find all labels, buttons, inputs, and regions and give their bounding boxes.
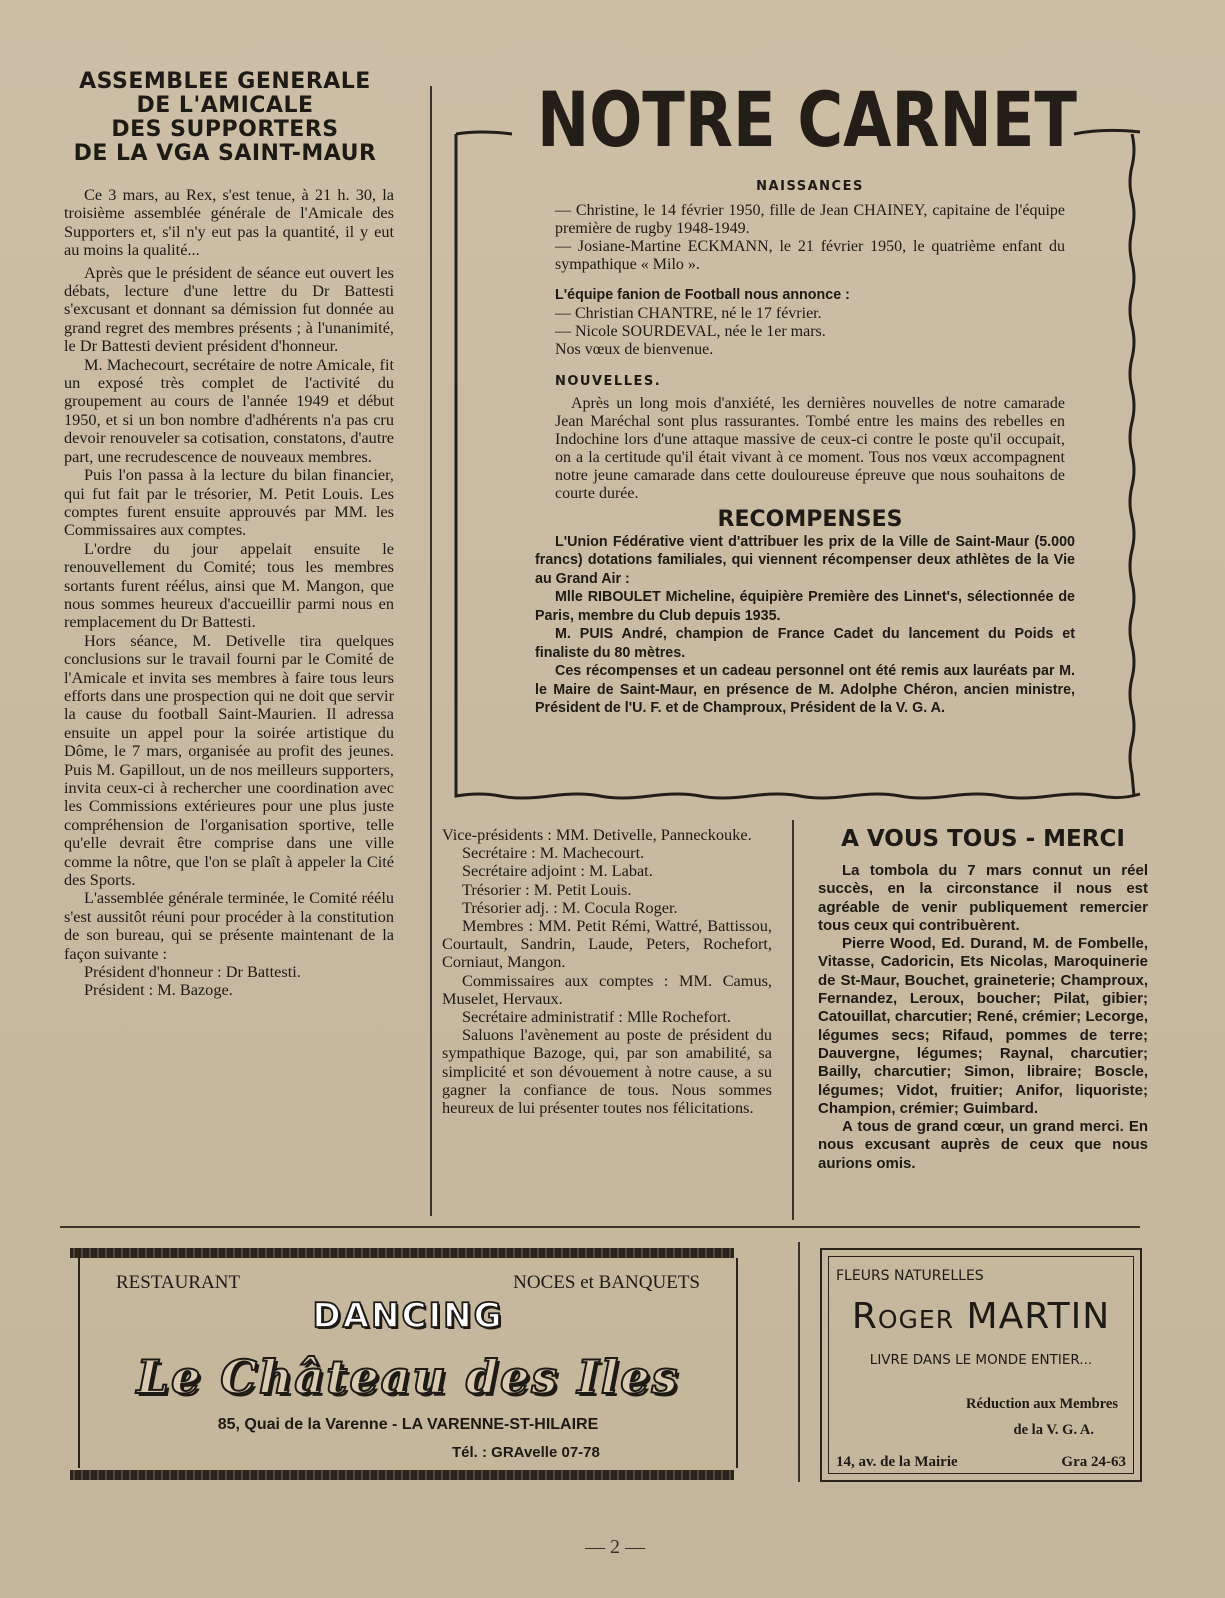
assembly-paragraph: Puis l'on passa à la lecture du bilan financier, qui fut fait par le trésorier, M. Petit Louis. Les comptes furent ensuite approuvés par MM. les Commissaires aux comptes. <box>64 465 394 540</box>
column-divider <box>430 816 432 1216</box>
ad-bottom-band <box>70 1470 734 1480</box>
column-divider <box>430 86 432 816</box>
recompense-paragraph: M. PUIS André, champion de France Cadet du lancement du Poids et finaliste du 80 mètres. <box>535 626 1075 661</box>
carnet-body <box>535 178 1075 718</box>
merci-paragraph: Pierre Wood, Ed. Durand, M. de Fombelle, Vitasse, Cadoricin, Ets Nicolas, Maroquinerie de St-Maur, Bouchet, graineterie; Champroux, Fernandez, Leroux, boucher; Pilat, gibier; Catouillat, charcutier; René, crémier; Lecorge, légumes secs; Rifaud, pommes de terre; Dauvergne, légumes; Raynal, charcutier; Bailly, charcutier; Simon, libraire; Boscle, légumes; Vidot, fruitier; Anifor, liquoriste; Champion, crémier; Guimbard. <box>818 935 1148 1117</box>
bureau-line: Trésorier : M. Petit Louis. <box>462 879 632 899</box>
assembly-article <box>64 186 394 1000</box>
assembly-paragraph: L'assemblée générale terminée, le Comité réélu s'est aussitôt réuni pour procéder à la constitution de son bureau, qui se présente maintenant de la façon suivante : <box>64 888 394 963</box>
assembly-title-line: DES SUPPORTERS <box>111 117 339 142</box>
column-divider <box>798 1242 800 1482</box>
bureau-line: Secrétaire adjoint : M. Labat. <box>462 861 653 881</box>
recompenses-body <box>535 533 1075 718</box>
section-divider <box>60 1226 1140 1228</box>
chateau-name: Le Château des Iles <box>136 1350 680 1404</box>
recompense-paragraph: L'Union Fédérative vient d'attribuer les prix de la Ville de Saint-Maur (5.000 francs) dotations familiales, qui viennent récompenser deux athlètes de la Vie au Grand Air : <box>535 533 1075 587</box>
martin-reduction: de la V. G. A. <box>1013 1422 1094 1438</box>
carnet-title <box>452 72 1162 162</box>
fleurs-label: FLEURS NATURELLES <box>836 1268 984 1284</box>
assembly-paragraph: Ce 3 mars, au Rex, s'est tenue, à 21 h. 30, la troisième assemblée générale de l'Amicale des Supporters et, s'il n'y eut pas la quantité, il y eut au moins la qualité... <box>64 185 394 260</box>
assembly-paragraph: M. Machecourt, secrétaire de notre Amicale, fit un exposé très complet de l'activité du groupement au cours de l'année 1949 et début 1950, et si un bon nombre d'adhérents n'a pas cru devoir renouveler sa cotisation, constatons, d'autre part, une recrudescence de nouveaux membres. <box>64 354 394 466</box>
nouvelles-heading: NOUVELLES. <box>555 373 662 389</box>
dancing-label: DANCING <box>312 1296 504 1336</box>
carnet-title-text: NOTRE CARNET <box>537 75 1078 162</box>
bureau-line: Trésorier adj. : M. Cocula Roger. <box>462 897 678 917</box>
fanion-line: — Christian CHANTRE, né le 17 février. <box>555 304 822 322</box>
assembly-title-line: ASSEMBLEE GENERALE <box>79 69 371 94</box>
merci-body <box>818 862 1148 1173</box>
chateau-ad <box>78 1258 738 1468</box>
martin-ad <box>820 1248 1142 1482</box>
martin-reduction: Réduction aux Membres <box>966 1396 1118 1412</box>
merci-paragraph: A tous de grand cœur, un grand merci. En nous excusant auprès de ceux que nous aurions omis. <box>818 1118 1148 1172</box>
bureau-line: Vice-présidents : MM. Detivelle, Panneckouke. <box>442 825 752 844</box>
noces-label: NOCES et BANQUETS <box>513 1272 700 1293</box>
martin-delivery: LIVRE DANS LE MONDE ENTIER... <box>869 1352 1093 1368</box>
merci-paragraph: La tombola du 7 mars connut un réel succès, en la circonstance il nous est agréable de venir publiquement remercier tous ceux qui contribuèrent. <box>818 862 1148 934</box>
chateau-address: 85, Quai de la Varenne - LA VARENNE-ST-HILAIRE <box>217 1416 599 1433</box>
nouvelles-text: Après un long mois d'anxiété, les dernières nouvelles de notre camarade Jean Maréchal sont plus rassurantes. Tombé entre les mains des rebelles en Indochine lors d'une attaque massive de ceux-ci contre le poste qu'il occupait, on a la certitude qu'il était vivant à ce moment. Tous nos vœux accompagnent notre jeune camarade dans cette douloureuse épreuve que nous souhaitons de courte durée. <box>555 394 1065 502</box>
merci-title: A VOUS TOUS - MERCI <box>841 826 1125 852</box>
assembly-title-line: DE LA VGA SAINT-MAUR <box>73 141 377 166</box>
fanion-line: — Nicole SOURDEVAL, née le 1er mars. <box>555 322 826 340</box>
bureau-line: Commissaires aux comptes : MM. Camus, Muselet, Hervaux. <box>442 970 772 1008</box>
fanion-heading: L'équipe fanion de Football nous annonce : <box>555 287 850 303</box>
column-divider <box>792 820 794 1220</box>
bureau-list <box>442 826 772 1117</box>
page-number: — 2 — <box>585 1536 645 1558</box>
recompense-paragraph: Ces récompenses et un cadeau personnel ont été remis aux lauréats par M. le Maire de Saint-Maur, en présence de M. Adolphe Chéron, ancien ministre, Président de l'U. F. et de Champroux, Président de la V. G. A. <box>535 663 1075 716</box>
assembly-paragraph: Hors séance, M. Detivelle tira quelques conclusions sur le travail fourni par le Comité de l'Amicale et invita ses membres à faire tous leurs efforts dans une prospection qui ne doit que servir la cause du football Saint-Maurien. Il adressa ensuite un appel pour la soirée artistique du Dôme, le 7 mars, organisée au profit des jeunes. Puis M. Gapillout, un de nos meilleurs supporters, invita ceux-ci à rechercher une coordination avec les Commissions extérieures pour une plus juste compréhension de l'organisation sportive, telle qu'elle devrait être comprise dans une ville comme la nôtre, que l'on se plaît à appeler la Cité des Sports. <box>64 630 394 890</box>
chateau-phone: Tél. : GRAvelle 07-78 <box>452 1444 600 1461</box>
martin-phone: Gra 24-63 <box>1061 1454 1126 1470</box>
bureau-line: Saluons l'avènement au poste de président du sympathique Bazoge, qui, par son amabilité, sa simplicité et son dévouement à notre cause, a su gagner la confiance de tous. Nous sommes heureux de lui présenter toutes nos félicitations. <box>442 1025 772 1118</box>
naissances-heading: NAISSANCES <box>756 179 864 194</box>
martin-address: 14, av. de la Mairie <box>836 1454 958 1470</box>
bureau-line: Membres : MM. Petit Rémi, Wattré, Battissou, Courtault, Sandrin, Laude, Peters, Rochefort, Corniaut, Mangon. <box>442 916 772 972</box>
assembly-title-line: DE L'AMICALE <box>136 93 314 118</box>
assembly-paragraph: Après que le président de séance eut ouvert les débats, lecture d'une lettre du Dr Battesti s'excusant et donnant sa démission fut donnée au grand regret des membres présents ; à l'unanimité, le Dr Battesti devient président d'honneur. <box>64 262 394 356</box>
martin-name: Roger MARTIN <box>851 1296 1111 1337</box>
restaurant-label: RESTAURANT <box>116 1272 241 1293</box>
assembly-paragraph: Président : M. Bazoge. <box>84 980 233 1000</box>
bureau-line: Secrétaire : M. Machecourt. <box>462 843 645 863</box>
assembly-paragraph: Président d'honneur : Dr Battesti. <box>84 962 301 982</box>
assembly-title <box>60 70 390 166</box>
bureau-line: Secrétaire administratif : Mlle Rochefort. <box>462 1007 731 1027</box>
assembly-paragraph: L'ordre du jour appelait ensuite le renouvellement du Comité; tous les membres sortants furent réélus, ainsi que M. Mangon, que nous sommes heureux d'accueillir parmi nous en remplacement du Dr Battesti. <box>64 538 394 632</box>
birth-announcement: — Christine, le 14 février 1950, fille de Jean CHAINEY, capitaine de l'équipe première de rugby 1948-1949. <box>555 202 1065 237</box>
fanion-line: Nos vœux de bienvenue. <box>555 340 714 358</box>
ad-top-band <box>70 1248 734 1258</box>
recompenses-heading: RECOMPENSES <box>717 506 903 532</box>
recompense-paragraph: Mlle RIBOULET Micheline, équipière Première des Linnet's, sélectionnée de Paris, membre du Club depuis 1935. <box>535 589 1075 624</box>
birth-announcement: — Josiane-Martine ECKMANN, le 21 février 1950, le quatrième enfant du sympathique « Milo ». <box>555 238 1065 273</box>
